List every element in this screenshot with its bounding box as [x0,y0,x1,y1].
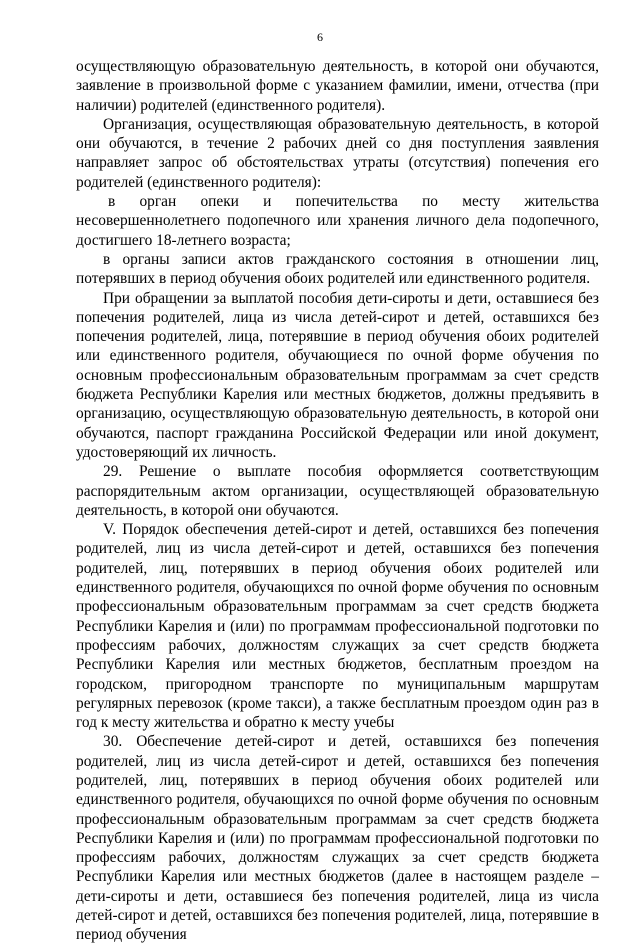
paragraph-organization-request: Организация, осуществляющая образовательную деятельность, в которой они обучаются, в течение 2 рабочих дней со дня поступления заявления направляет запрос об обстоятельствах утраты (отсутствия) попечения его родителей (единственного родителя): [76,115,599,191]
paragraph-benefit-application: При обращении за выплатой пособия дети-сироты и дети, оставшиеся без попечения родителей, лица из числа детей-сирот и детей, оставшихся без попечения родителей, лица, потерявшие в период обучения обоих родителей или единственного родителя, обучающиеся по очной форме обучения по основным профессиональным образовательным программам за счет средств бюджета Республики Карелия или местных бюджетов, должны предъявить в организацию, осуществляющую образовательную деятельность, в которой они обучаются, паспорт гражданина Российской Федерации или иной документ, удостоверяющий их личность. [76,289,599,461]
paragraph-item-30: 30. Обеспечение детей-сирот и детей, оставшихся без попечения родителей, лиц из числа детей-сирот и детей, оставшихся без попечения родителей, лиц, потерявших в период обучения обоих родителей или единственного родителя, обучающихся по очной форме обучения по основным профессиональным образовательным программам за счет средств бюджета Республики Карелия и (или) по программам профессиональной подготовки по профессиям рабочих, должностям служащих за счет средств бюджета Республики Карелия или местных бюджетов (далее в настоящем разделе – дети-сироты и дети, оставшиеся без попечения родителей, лица из числа детей-сирот и детей, оставшихся без попечения родителей, лица, потерявшие в период обучения [76,733,599,944]
paragraph-item-29: 29. Решение о выплате пособия оформляется соответствующим распорядительным актом организации, осуществляющей образовательную деятельность, в которой они обучаются. [76,463,599,519]
document-body [76,57,599,945]
page-number: 6 [317,30,323,44]
paragraph-continuation: осуществляющую образовательную деятельность, в которой они обучаются, заявление в произвольной форме с указанием фамилии, имени, отчества (при наличии) родителей (единственного родителя). [76,58,599,114]
paragraph-civil-registry: в органы записи актов гражданского состояния в отношении лиц, потерявших в период обучения обоих родителей или единственного родителя. [76,250,599,288]
paragraph-guardianship-authority: в орган опеки и попечительства по месту жительства несовершеннолетнего подопечного или хранения личного дела подопечного, достигшего 18-летнего возраста; [76,193,599,249]
section-heading-v: V. Порядок обеспечения детей-сирот и детей, оставшихся без попечения родителей, лиц из числа детей-сирот и детей, оставшихся без попечения родителей, лиц, потерявших в период обучения обоих родителей или единственного родителя, обучающихся по очной форме обучения по основным профессиональным образовательным программам за счет средств бюджета Республики Карелия и (или) по программам профессиональной подготовки по профессиям рабочих, должностям служащих за счет средств бюджета Республики Карелия или местных бюджетов, бесплатным проездом на городском, пригородном транспорте по муниципальным маршрутам регулярных перевозок (кроме такси), а также бесплатным проездом один раз в год к месту жительства и обратно к месту учебы [76,521,599,732]
